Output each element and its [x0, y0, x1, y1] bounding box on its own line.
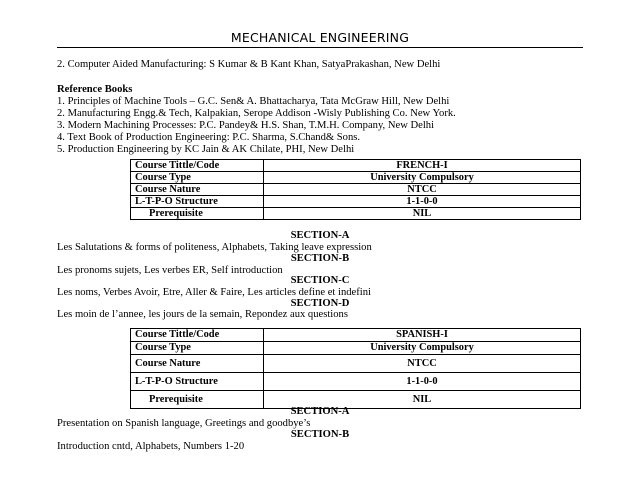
- table-key-cell: Course Tittle/Code: [131, 160, 264, 172]
- table-value-cell: NTCC: [264, 355, 581, 373]
- table-value-cell: SPANISH-I: [264, 329, 581, 342]
- reference-book-item: 1. Principles of Machine Tools – G.C. Sen& A. Bhattacharya, Tata McGraw Hill, New Delhi: [57, 96, 450, 107]
- table-key-cell: Course Type: [131, 172, 264, 184]
- table-key-cell: Prerequisite: [131, 208, 264, 220]
- table-row: [131, 160, 581, 172]
- section-content: Presentation on Spanish language, Greetings and goodbye’s: [57, 418, 311, 429]
- french-course-table: [130, 159, 581, 220]
- section-heading: SECTION-A: [290, 406, 350, 417]
- reference-book-item: 2. Manufacturing Engg.& Tech, Kalpakian, Serope Addison -Wisly Publishing Co. New York.: [57, 108, 456, 119]
- table-key-cell: Course Tittle/Code: [131, 329, 264, 342]
- section-heading: SECTION-C: [290, 275, 350, 286]
- table-value-cell: NTCC: [264, 184, 581, 196]
- reference-book-item: 3. Modern Machining Processes: P.C. Pandey& H.S. Shan, T.M.H. Company, New Delhi: [57, 120, 435, 131]
- section-heading: SECTION-B: [290, 429, 350, 440]
- table-value-cell: NIL: [264, 391, 581, 409]
- section-content: Les Salutations & forms of politeness, Alphabets, Taking leave expression: [57, 242, 372, 253]
- page-header-title: MECHANICAL ENGINEERING: [230, 30, 410, 45]
- table-key-cell: Prerequisite: [131, 391, 264, 409]
- section-content: Les pronoms sujets, Les verbes ER, Self introduction: [57, 265, 283, 276]
- table-key-cell: L-T-P-O Structure: [131, 196, 264, 208]
- table-value-cell: 1-1-0-0: [264, 196, 581, 208]
- table-key-cell: Course Type: [131, 342, 264, 355]
- intro-line: 2. Computer Aided Manufacturing: S Kumar & B Kant Khan, SatyaPrakashan, New Delhi: [57, 59, 441, 70]
- table-value-cell: University Compulsory: [264, 172, 581, 184]
- table-value-cell: NIL: [264, 208, 581, 220]
- table-value-cell: FRENCH-I: [264, 160, 581, 172]
- table-row: [131, 172, 581, 184]
- table-value-cell: University Compulsory: [264, 342, 581, 355]
- section-content: Les moin de l’annee, les jours de la semain, Repondez aux questions: [57, 309, 348, 320]
- table-key-cell: L-T-P-O Structure: [131, 373, 264, 391]
- table-row: [131, 373, 581, 391]
- section-content: Introduction cntd, Alphabets, Numbers 1-20: [57, 441, 245, 452]
- reference-books-heading: Reference Books: [57, 84, 133, 95]
- table-row: [131, 184, 581, 196]
- table-value-cell: 1-1-0-0: [264, 373, 581, 391]
- section-content: Les noms, Verbes Avoir, Etre, Aller & Faire, Les articles define et indefini: [57, 287, 371, 298]
- reference-book-item: 5. Production Engineering by KC Jain & AK Chilate, PHI, New Delhi: [57, 144, 355, 155]
- table-row: [131, 196, 581, 208]
- table-key-cell: Course Nature: [131, 355, 264, 373]
- table-row: [131, 355, 581, 373]
- table-row: [131, 329, 581, 342]
- table-row: [131, 208, 581, 220]
- table-key-cell: Course Nature: [131, 184, 264, 196]
- spanish-course-table: [130, 328, 581, 409]
- section-heading: SECTION-A: [290, 230, 350, 241]
- section-heading: SECTION-D: [290, 298, 350, 309]
- table-row: [131, 342, 581, 355]
- reference-book-item: 4. Text Book of Production Engineering: P.C. Sharma, S.Chand& Sons.: [57, 132, 361, 143]
- header-divider: [57, 47, 583, 48]
- section-heading: SECTION-B: [290, 253, 350, 264]
